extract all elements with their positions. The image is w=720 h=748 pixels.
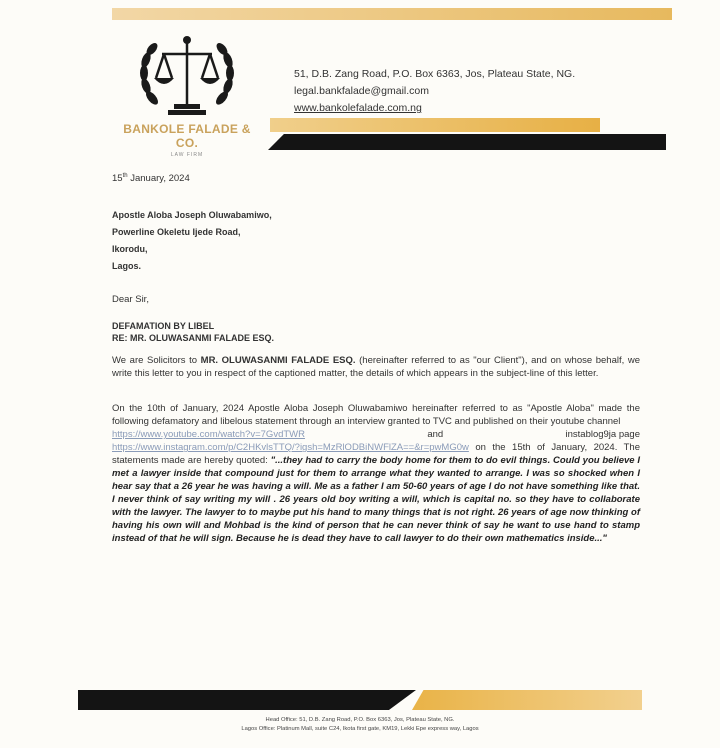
firm-name: BANKOLE FALADE & CO.	[123, 122, 251, 150]
paragraph-1: We are Solicitors to MR. OLUWASANMI FALADE ESQ. (hereinafter referred to as "our Client"), and on whose behalf, we write this letter to you in respect of the captioned matter, the details of which appears in the subject-line of this letter.	[112, 355, 640, 380]
recipient-line: Powerline Okeletu Ijede Road,	[112, 227, 241, 238]
letterhead-email[interactable]: legal.bankfalade@gmail.com	[294, 85, 429, 97]
recipient-line: Apostle Aloba Joseph Oluwabamiwo,	[112, 210, 272, 221]
youtube-link[interactable]: https://www.youtube.com/watch?v=7GvdTWR	[112, 429, 305, 441]
footer-gold-bar	[412, 690, 642, 710]
recipient-line: Ikorodu,	[112, 244, 148, 255]
letterhead-contact	[294, 66, 575, 117]
instagram-link[interactable]: https://www.instagram.com/p/C2HKvlsTTQ/?igsh=MzRlODBiNWFlZA==&r=pwMG0w	[112, 442, 469, 454]
scales-of-justice-icon	[122, 28, 252, 120]
quoted-statement: "...they had to carry the body home for them to do evil things. Could you believe I met a lawyer inside that compound just for them to arrange what they wanted to arrange. I was so shocked when I hear say that a 26 year he was having a will. Me as a father I am 50-60 years of age I do not have something like that. I never think of say writing my will . 26 years old boy writing a will, which is capital no. so they have to collaborate with the lawyer. The lawyer to to maybe put his hand to many things that is not right. 26 years of age now thinking of having his own will and Mohbad is the kind of person that he can never think of say he want to use hand to stamp instead of that he will sign. Because he is dead they have to call lawyer to do their own mathematics inside..."	[112, 455, 640, 545]
header-gold-bar	[270, 118, 600, 132]
header-black-bar	[268, 134, 666, 150]
letterhead-website[interactable]: www.bankolefalade.com.ng	[294, 102, 422, 114]
footer-head-office: Head Office: 51, D.B. Zang Road, P.O. Box 6363, Jos, Plateau State, NG.	[265, 717, 455, 723]
letterhead-address: 51, D.B. Zang Road, P.O. Box 6363, Jos, Plateau State, NG.	[294, 68, 576, 80]
footer-black-bar	[78, 690, 416, 710]
top-gold-bar	[112, 8, 672, 20]
firm-logo	[112, 28, 262, 158]
footer-lagos-office: Lagos Office: Platinum Mall, suite C24, Ikota first gate, KM19, Lekki Epe express way, Lagos	[241, 726, 479, 732]
salutation: Dear Sir,	[112, 294, 149, 306]
letter-footer	[110, 716, 610, 734]
letter-body	[112, 170, 640, 545]
recipient-line: Lagos.	[112, 261, 142, 272]
subject-heading: DEFAMATION BY LIBEL RE: MR. OLUWASANMI FALADE ESQ.	[112, 321, 274, 344]
paragraph-2: On the 10th of January, 2024 Apostle Aloba Joseph Oluwabamiwo hereinafter referred to as "Apostle Aloba" made the following defamatory and libelous statement through an interview granted to TVC and published on their youtube channel https://www.youtube.com/watch?v=7GvdTWR and instablog9ja page https://www.instagram.com/p/C2HKvlsTTQ/?igsh=MzRlODBiNWFlZA==&r=pwMG0w on the 15th of January, 2024. The statements made are hereby quoted: "...they had to carry the body home for them to do evil things. Could you believe I met a lawyer inside that compound just for them to arrange what they wanted to arrange. I was so shocked when I hear say that a 26 year he was having a will. Me as a father I am 50-60 years of age I do not have something like that. I never think of say writing my will . 26 years old boy writing a will, which is capital no. so they have to collaborate with the lawyer. The lawyer to to maybe put his hand to many things that is not right. 26 years of age now thinking of having his own will and Mohbad is the kind of person that he can never think of say he want to use hand to stamp instead of that he will sign. Because he is dead they have to call lawyer to do their own mathematics inside..."	[112, 403, 640, 545]
firm-tagline: LAW FIRM	[170, 152, 204, 158]
recipient-address	[112, 207, 640, 275]
letter-date: 15th January, 2024	[112, 173, 190, 185]
